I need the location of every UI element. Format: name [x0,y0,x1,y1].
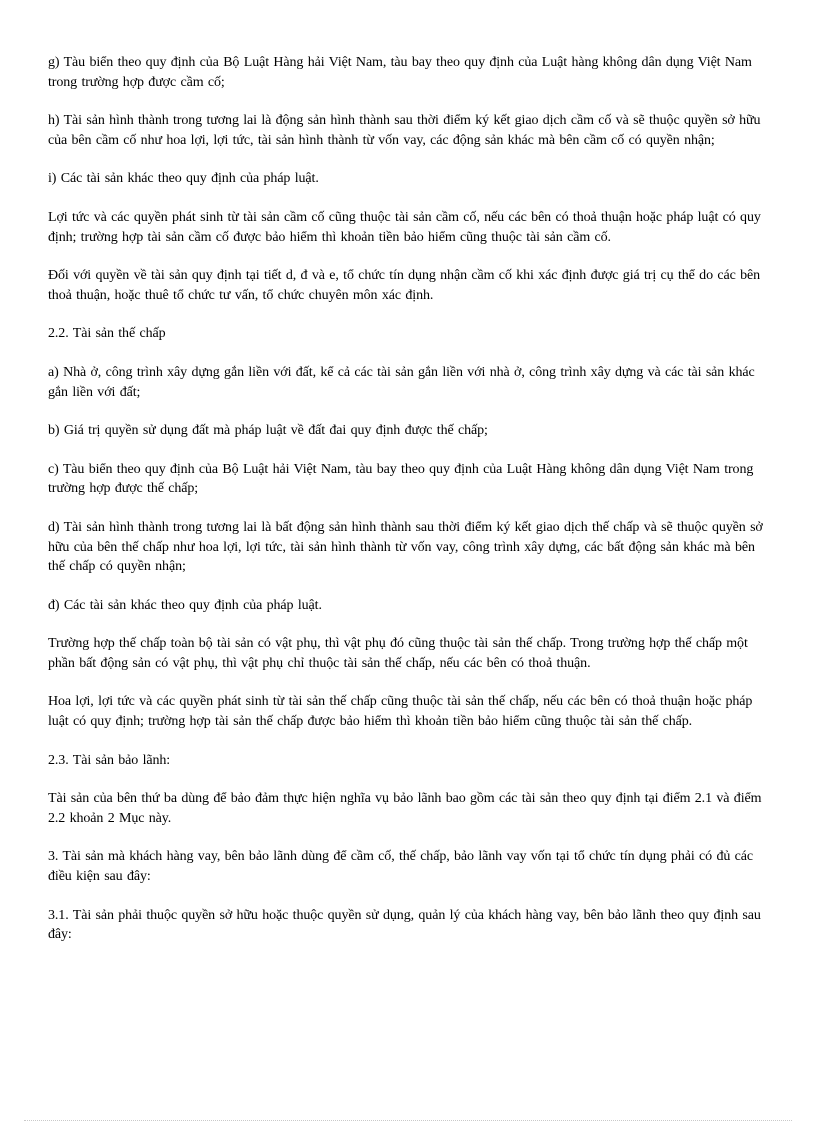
section-heading-3-1: 3.1. Tài sản phải thuộc quyền sở hữu hoặc thuộc quyền sử dụng, quản lý của khách hàng vay, bên bảo lãnh theo quy định sau đây: [48,907,761,943]
paragraph-guarantee-assets: Tài sản của bên thứ ba dùng để bảo đảm thực hiện nghĩa vụ bảo lãnh bao gồm các tài sản theo quy định tại điểm 2.1 và điểm 2.2 khoản 2 Mục này. [48,791,762,826]
paragraph-mortgage-a: a) Nhà ở, công trình xây dựng gắn liền với đất, kể cả các tài sản gắn liền với nhà ở, công trình xây dựng và các tài sản khác gắn liền với đất; [48,364,755,400]
paragraph-mortgage-c: c) Tàu biển theo quy định của Bộ Luật hải Việt Nam, tàu bay theo quy định của Luật Hàng không dân dụng Việt Nam trong trường hợp được thế chấp; [48,461,754,497]
paragraph-i: i) Các tài sản khác theo quy định của pháp luật. [48,171,319,187]
paragraph-pledge-income: Lợi tức và các quyền phát sinh từ tài sản cầm cố cũng thuộc tài sản cầm cố, nếu các bên có thoả thuận hoặc pháp luật có quy định; trường hợp tài sản cầm cố được bảo hiểm thì khoản tiền bảo hiểm cũng thuộc tài sản cầm cố. [48,209,761,245]
paragraph-h: h) Tài sản hình thành trong tương lai là động sản hình thành sau thời điểm ký kết giao dịch cầm cố và sẽ thuộc quyền sở hữu của bên cầm cố như hoa lợi, lợi tức, tài sản hình thành từ vốn vay, các động sản khác mà bên cầm cố có quyền nhận; [48,113,761,148]
paragraph-mortgage-income: Hoa lợi, lợi tức và các quyền phát sinh từ tài sản thế chấp cũng thuộc tài sản thế chấp, nếu các bên có thoả thuận hoặc pháp luật có quy định; trường hợp tài sản thế chấp được bảo hiểm thì khoản tiền bảo hiểm cũng thuộc tài sản thế chấp. [48,694,753,730]
section-heading-2-3: 2.3. Tài sản bảo lãnh: [48,752,171,768]
section-heading-2-2: 2.2. Tài sản thế chấp [48,326,166,342]
paragraph-mortgage-d: d) Tài sản hình thành trong tương lai là bất động sản hình thành sau thời điểm ký kết giao dịch thế chấp và sẽ thuộc quyền sở hữu của bên thế chấp như hoa lợi, lợi tức, tài sản hình thành từ vốn vay, công trình xây dựng, các bất động sản khác mà bên thế chấp có quyền nhận; [48,519,763,575]
document-body [48,53,770,964]
paragraph-accessories: Trường hợp thế chấp toàn bộ tài sản có vật phụ, thì vật phụ đó cũng thuộc tài sản thế chấp. Trong trường hợp thế chấp một phần bất động sản có vật phụ, thì vật phụ chỉ thuộc tài sản thế chấp, nếu các bên có thoả thuận. [48,636,748,671]
paragraph-mortgage-dd: đ) Các tài sản khác theo quy định của pháp luật. [48,597,322,613]
paragraph-property-rights: Đối với quyền về tài sản quy định tại tiết d, đ và e, tổ chức tín dụng nhận cầm cố khi xác định được giá trị cụ thể do các bên thoả thuận, hoặc thuê tổ chức tư vấn, tổ chức chuyên môn xác định. [48,268,761,303]
section-heading-3: 3. Tài sản mà khách hàng vay, bên bảo lãnh dùng để cầm cố, thế chấp, bảo lãnh vay vốn tại tổ chức tín dụng phải có đủ các điều kiện sau đây: [48,849,753,885]
paragraph-mortgage-b: b) Giá trị quyền sử dụng đất mà pháp luật về đất đai quy định được thế chấp; [48,423,488,439]
paragraph-g: g) Tàu biển theo quy định của Bộ Luật Hàng hải Việt Nam, tàu bay theo quy định của Luật hàng không dân dụng Việt Nam trong trường hợp được cầm cố; [48,55,752,90]
page-bottom-divider [24,1120,792,1121]
